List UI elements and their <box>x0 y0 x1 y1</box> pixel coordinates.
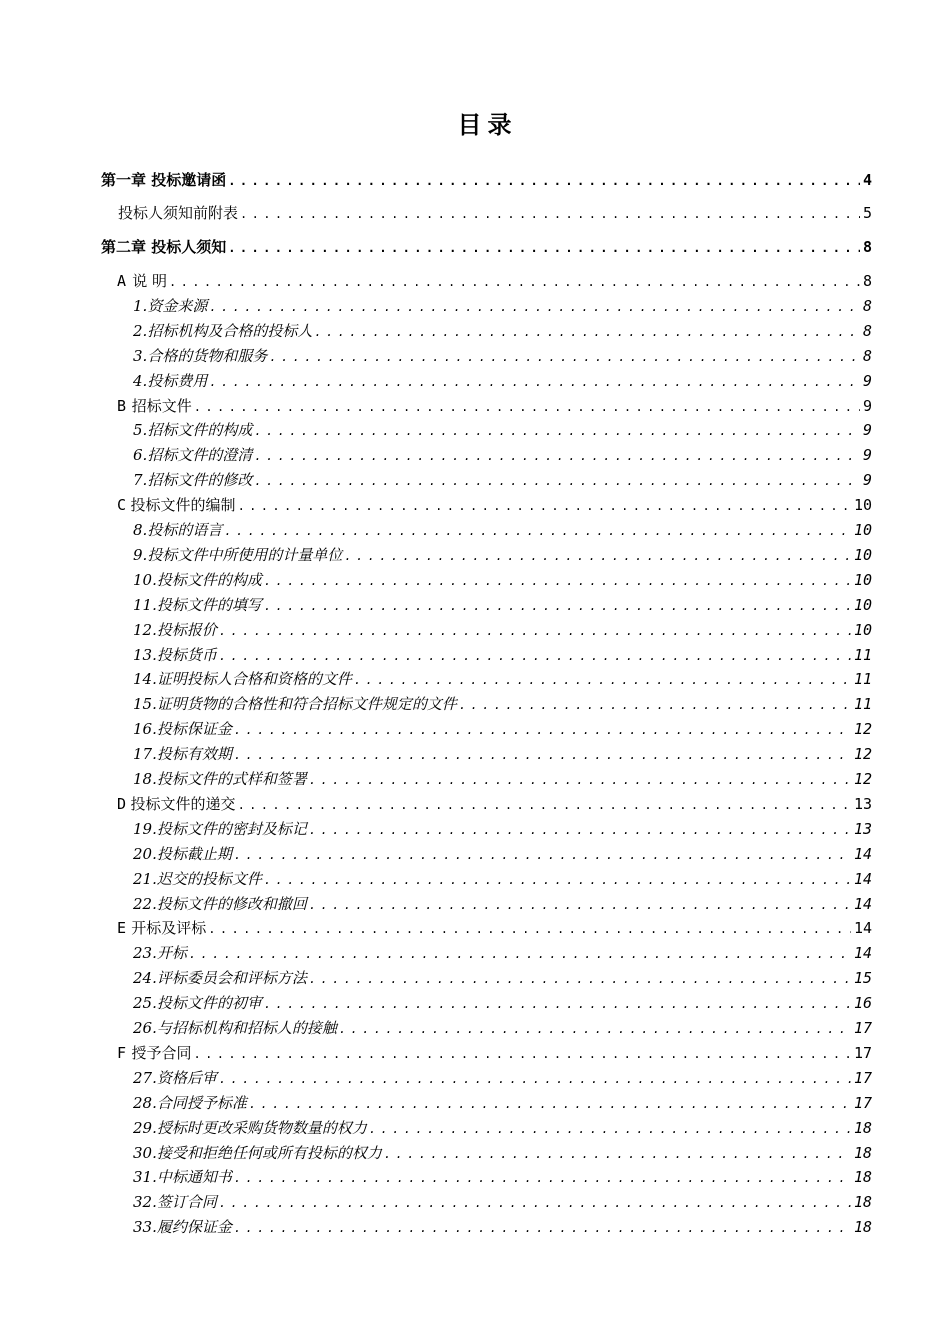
toc-entry-title: 证明货物的合格性和符合招标文件规定的文件 <box>156 695 457 714</box>
toc-entry-title: 证明投标人合格和资格的文件 <box>156 670 352 689</box>
toc-entry[interactable] <box>133 667 872 691</box>
toc-entry-number: 1. <box>133 296 148 315</box>
toc-entry-title: 第二章 投标人须知 <box>101 238 227 256</box>
toc-entry[interactable] <box>133 1165 872 1189</box>
toc-entry-page-number: 18 <box>853 1168 872 1187</box>
toc-title: 目录 <box>457 111 518 139</box>
dot-leader <box>219 619 851 643</box>
toc-entry-title: 接受和拒绝任何或所有投标的权力 <box>156 1143 382 1162</box>
toc-entry[interactable] <box>118 201 872 225</box>
toc-entry-title: 投标文件的式样和签署 <box>156 770 307 788</box>
dot-leader <box>234 1166 851 1190</box>
toc-entry[interactable] <box>133 842 872 866</box>
toc-entry-number: 32. <box>133 1193 157 1212</box>
toc-entry-number: 29. <box>133 1118 157 1137</box>
toc-entry[interactable] <box>133 742 872 766</box>
toc-entry-title: 投标文件的初审 <box>156 994 262 1013</box>
toc-entry[interactable] <box>133 892 872 916</box>
toc-entry-number: E <box>117 919 127 938</box>
dot-leader <box>384 1142 851 1166</box>
toc-entry[interactable] <box>133 1091 872 1115</box>
toc-entry-number: 11. <box>133 595 157 614</box>
dot-leader <box>228 169 860 193</box>
toc-entry-number: A <box>117 272 127 290</box>
dot-leader <box>254 444 860 468</box>
toc-entry-number: 12. <box>133 620 157 639</box>
dot-leader <box>238 793 851 817</box>
toc-entry-number: 30. <box>133 1143 157 1162</box>
toc-entry-page-number: 10 <box>853 496 872 515</box>
dot-leader <box>234 1216 851 1240</box>
toc-entry-number: 7. <box>133 471 148 490</box>
toc-entry[interactable] <box>117 1041 872 1065</box>
dot-leader <box>234 718 851 742</box>
toc-entry[interactable] <box>101 235 872 259</box>
toc-entry-page-number: 14 <box>853 944 872 963</box>
toc-entry-number: 15. <box>133 695 157 714</box>
toc-entry-title: 说 明 <box>132 272 168 290</box>
toc-entry-page-number: 9 <box>862 446 872 465</box>
dot-leader <box>309 893 851 917</box>
dot-leader <box>339 1017 851 1041</box>
toc-entry-number: 22. <box>133 894 157 913</box>
toc-entry[interactable] <box>133 1215 872 1239</box>
dot-leader <box>224 519 851 543</box>
toc-entry-title: 投标货币 <box>156 645 217 664</box>
toc-entry-page-number: 10 <box>853 620 872 639</box>
toc-entry-page-number: 9 <box>862 471 872 490</box>
toc-entry-page-number: 8 <box>862 346 872 365</box>
toc-entry[interactable] <box>133 319 872 343</box>
toc-entry[interactable] <box>133 991 872 1015</box>
toc-entry-title: 投标文件中所使用的计量单位 <box>147 545 343 564</box>
toc-entry-number: 28. <box>133 1093 157 1112</box>
toc-entry-number: 2. <box>133 321 148 340</box>
toc-entry-number: 13. <box>133 645 157 664</box>
dot-leader <box>264 992 851 1016</box>
toc-entry[interactable] <box>117 493 872 517</box>
toc-entry-number: C <box>117 496 127 515</box>
toc-entry-title: 招标文件 <box>131 396 192 415</box>
toc-entry-number: 19. <box>133 819 157 838</box>
toc-entry-page-number: 12 <box>853 770 872 788</box>
toc-entry[interactable] <box>133 568 872 592</box>
dot-leader <box>228 236 860 260</box>
toc-entry-number: 23. <box>133 944 157 963</box>
toc-entry-number: 26. <box>133 1019 157 1037</box>
toc-entry-title: 签订合同 <box>156 1193 217 1212</box>
toc-entry-title: 资格后审 <box>156 1068 217 1087</box>
toc-entry[interactable] <box>133 966 872 990</box>
toc-entry-title: 评标委员会和评标方法 <box>156 969 307 988</box>
toc-entry[interactable] <box>133 1190 872 1214</box>
toc-entry-page-number: 11 <box>853 695 872 714</box>
toc-entry[interactable] <box>117 792 872 816</box>
toc-entry-page-number: 12 <box>853 720 872 739</box>
toc-entry-title: 招标机构及合格的投标人 <box>147 321 313 340</box>
dot-leader <box>254 469 860 493</box>
dot-leader <box>219 1191 851 1215</box>
toc-entry-number: 14. <box>133 670 157 689</box>
toc-entry-page-number: 17 <box>853 1068 872 1087</box>
toc-entry-page-number: 5 <box>862 204 872 222</box>
toc-entry-title: 迟交的投标文件 <box>156 869 262 888</box>
dot-leader <box>169 270 860 294</box>
toc-entry-number: 33. <box>133 1218 157 1237</box>
toc-entry-title: 招标文件的修改 <box>147 471 253 490</box>
toc-entry-number: 5. <box>133 421 148 440</box>
toc-entry-number: 6. <box>133 446 148 465</box>
toc-entry[interactable] <box>133 817 872 841</box>
toc-entry-title: 开标及评标 <box>131 919 207 938</box>
toc-entry[interactable] <box>133 1116 872 1140</box>
toc-entry-title: 开标 <box>156 944 187 963</box>
toc-entry-page-number: 8 <box>862 272 872 290</box>
toc-entry-page-number: 10 <box>853 570 872 589</box>
toc-entry-title: 投标文件的递交 <box>130 794 236 813</box>
toc-entry-title: 投标文件的填写 <box>156 595 262 614</box>
dot-leader <box>264 569 851 593</box>
toc-entry-page-number: 4 <box>862 171 872 189</box>
toc-entry-number: 25. <box>133 994 157 1013</box>
toc-entry-number: 16. <box>133 720 157 739</box>
toc-entry-page-number: 9 <box>862 421 872 440</box>
toc-entry-title: 投标文件的修改和撤回 <box>156 894 307 913</box>
dot-leader <box>254 419 860 443</box>
toc-entry[interactable] <box>133 418 872 442</box>
toc-entry-number: 18. <box>133 770 157 788</box>
toc-entry[interactable] <box>133 643 872 667</box>
toc-entry[interactable] <box>117 916 872 940</box>
toc-entry-title: 中标通知书 <box>156 1168 232 1187</box>
toc-entry[interactable] <box>133 344 872 368</box>
dot-leader <box>354 668 851 692</box>
toc-entry-page-number: 17 <box>853 1043 872 1062</box>
toc-entry-number: 21. <box>133 869 157 888</box>
toc-entry-title: 投标截止期 <box>156 844 232 863</box>
toc-entry-page-number: 14 <box>853 894 872 913</box>
toc-entry-number: 9. <box>133 545 148 564</box>
toc-entry[interactable] <box>133 867 872 891</box>
dot-leader <box>219 1067 851 1091</box>
toc-entry-title: 招标文件的澄清 <box>147 446 253 465</box>
toc-entry[interactable] <box>133 294 872 318</box>
toc-entry-page-number: 8 <box>862 296 872 315</box>
toc-entry-page-number: 18 <box>853 1218 872 1237</box>
toc-entry[interactable] <box>133 369 872 393</box>
toc-entry[interactable] <box>117 394 872 418</box>
toc-entry[interactable] <box>133 593 872 617</box>
toc-entry-title: 投标文件的密封及标记 <box>156 819 307 838</box>
toc-entry-title: 投标人须知前附表 <box>118 204 239 222</box>
toc-entry-page-number: 11 <box>853 645 872 664</box>
dot-leader <box>309 818 851 842</box>
toc-entry-page-number: 9 <box>862 371 872 390</box>
toc-entry[interactable] <box>133 1016 872 1040</box>
toc-entry-title: 与招标机构和招标人的接触 <box>156 1019 337 1037</box>
toc-entry-title: 履约保证金 <box>156 1218 232 1237</box>
dot-leader <box>264 594 851 618</box>
toc-entry[interactable] <box>133 717 872 741</box>
toc-entry-number: D <box>117 794 127 813</box>
toc-entry-title: 授予合同 <box>131 1043 192 1062</box>
toc-entry[interactable] <box>133 618 872 642</box>
toc-entry[interactable] <box>133 543 872 567</box>
toc-entry-number: 4. <box>133 371 148 390</box>
toc-entry[interactable] <box>133 1066 872 1090</box>
dot-leader <box>208 917 851 941</box>
toc-entry-number: 10. <box>133 570 157 589</box>
toc-entry[interactable] <box>133 941 872 965</box>
toc-entry-page-number: 14 <box>853 919 872 938</box>
dot-leader <box>219 644 851 668</box>
toc-entry-page-number: 12 <box>853 745 872 764</box>
toc-entry-title: 投标文件的编制 <box>130 496 236 515</box>
toc-entry-page-number: 11 <box>853 670 872 689</box>
toc-entry-number: 3. <box>133 346 148 365</box>
toc-entry-title: 投标保证金 <box>156 720 232 739</box>
toc-entry-page-number: 15 <box>853 969 872 988</box>
dot-leader <box>194 1042 851 1066</box>
dot-leader <box>309 967 851 991</box>
dot-leader <box>194 395 860 419</box>
dot-leader <box>234 743 851 767</box>
dot-leader <box>238 494 851 518</box>
toc-entry-number: 31. <box>133 1168 157 1187</box>
toc-entry-page-number: 17 <box>853 1019 872 1037</box>
toc-entry[interactable] <box>133 443 872 467</box>
toc-entry[interactable] <box>133 767 872 791</box>
toc-entry-number: 24. <box>133 969 157 988</box>
toc-entry[interactable] <box>133 518 872 542</box>
toc-entry-page-number: 10 <box>853 545 872 564</box>
toc-entry-page-number: 18 <box>853 1118 872 1137</box>
toc-entry-page-number: 13 <box>853 819 872 838</box>
toc-entry-number: 27. <box>133 1068 157 1087</box>
dot-leader <box>264 868 851 892</box>
dot-leader <box>209 370 860 394</box>
toc-entry-page-number: 8 <box>862 321 872 340</box>
toc-entry-page-number: 9 <box>862 396 872 415</box>
toc-entry-page-number: 14 <box>853 844 872 863</box>
toc-entry-page-number: 18 <box>853 1143 872 1162</box>
toc-entry-title: 投标文件的构成 <box>156 570 262 589</box>
toc-entry[interactable] <box>117 269 872 293</box>
toc-entry-number: B <box>117 396 127 415</box>
toc-entry-page-number: 10 <box>853 521 872 539</box>
dot-leader <box>240 202 860 226</box>
toc-entry-page-number: 16 <box>853 994 872 1013</box>
toc-entry-page-number: 14 <box>853 869 872 888</box>
toc-entry-number: 8. <box>133 521 148 539</box>
dot-leader <box>234 843 851 867</box>
toc-entry[interactable] <box>133 468 872 492</box>
toc-entry-title: 授标时更改采购货物数量的权力 <box>156 1118 367 1137</box>
dot-leader <box>369 1117 851 1141</box>
toc-entry-page-number: 13 <box>853 794 872 813</box>
toc-entry-page-number: 17 <box>853 1093 872 1112</box>
dot-leader <box>459 693 851 717</box>
toc-entry-number: F <box>117 1043 127 1062</box>
toc-entry-title: 招标文件的构成 <box>147 421 253 440</box>
toc-entry-page-number: 10 <box>853 595 872 614</box>
toc-entry-title: 投标费用 <box>147 371 208 390</box>
dot-leader <box>309 768 851 792</box>
toc-entry[interactable] <box>133 692 872 716</box>
toc-entry-title: 合格的货物和服务 <box>147 346 268 365</box>
toc-entry-number: 17. <box>133 745 157 764</box>
toc-entry-page-number: 8 <box>862 238 872 256</box>
dot-leader <box>314 320 860 344</box>
toc-entry-page-number: 18 <box>853 1193 872 1212</box>
dot-leader <box>344 544 851 568</box>
toc-entry-title: 合同授予标准 <box>156 1093 247 1112</box>
dot-leader <box>269 345 860 369</box>
dot-leader <box>249 1092 851 1116</box>
toc-entry-title: 投标有效期 <box>156 745 232 764</box>
toc-entry-title: 投标报价 <box>156 620 217 639</box>
toc-entry-title: 第一章 投标邀请函 <box>101 171 227 189</box>
dot-leader <box>189 942 851 966</box>
toc-entry-title: 投标的语言 <box>147 521 223 539</box>
toc-entry[interactable] <box>101 168 872 192</box>
dot-leader <box>209 295 860 319</box>
toc-entry-title: 资金来源 <box>147 296 208 315</box>
toc-entry-number: 20. <box>133 844 157 863</box>
toc-entry[interactable] <box>133 1141 872 1165</box>
